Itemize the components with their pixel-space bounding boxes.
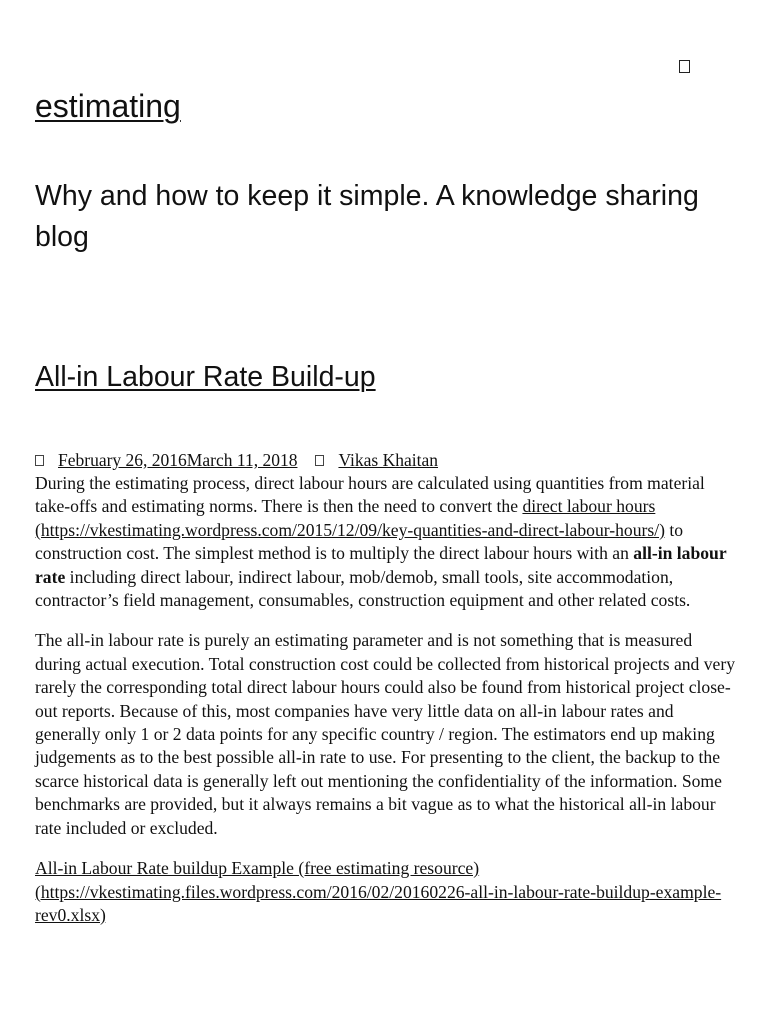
post-content — [35, 472, 735, 944]
paragraph-intro-text-3: including direct labour, indirect labour, mob/demob, small tools, site accommodation, contractor’s field management, consumables, construction equipment and other related costs. — [35, 566, 691, 611]
author-link[interactable]: Vikas Khaitan — [338, 450, 439, 470]
post-meta — [35, 448, 438, 472]
calendar-icon — [35, 455, 44, 466]
site-title — [35, 86, 181, 126]
post-date-link[interactable]: February 26, 2016March 11, 2018 — [58, 450, 298, 470]
site-description: Why and how to keep it simple. A knowledge sharing blog — [35, 180, 699, 253]
paragraph-intro-text-1: During the estimating process, direct labour hours are calculated using quantities from material take-offs and estimating norms. There is then the need to convert the — [35, 473, 705, 517]
paragraph-second: The all-in labour rate is purely an estimating parameter and is not something that is measured during actual execution. Total construction cost could be collected from historical projects and very rarely the corresponding total direct labour hours could also be found from historical project close-out reports. Because of this, most companies have very little data on all-in labour rates and generally only 1 or 2 data points for any specific country / region. The estimators end up making judgements as to the best possible all-in rate to use. For presenting to the client, the backup to the scarce historical data is generally left out mentioning the confidentiality of the information. Some benchmarks are provided, but it always remains a bit vague as to what the historical all-in labour rate included or excluded. — [35, 630, 736, 838]
post-title-link[interactable]: All-in Labour Rate Build-up — [35, 361, 376, 393]
resource-download-link[interactable]: All-in Labour Rate buildup Example (free estimating resource) (https://vkestimating.files.wordpress.com/2016/02/20160226-all-in-labour-rate-buildup-example-rev0.xlsx) — [35, 858, 722, 925]
paragraph-intro-text-2: to construction cost. The simplest method is to multiply the direct labour hours with an — [35, 519, 684, 564]
site-title-link[interactable]: estimating — [35, 88, 181, 124]
paragraph-intro — [35, 472, 735, 612]
author-icon — [315, 455, 324, 466]
direct-labour-hours-link[interactable]: direct labour hours (https://vkestimating.wordpress.com/2015/12/09/key-quantities-and-direct-labour-hours/) — [35, 496, 665, 540]
post-title — [35, 358, 376, 396]
menu-icon[interactable] — [679, 60, 690, 73]
paragraph-resource — [35, 857, 735, 927]
all-in-labour-rate-bold: all-in labour rate — [35, 543, 727, 587]
